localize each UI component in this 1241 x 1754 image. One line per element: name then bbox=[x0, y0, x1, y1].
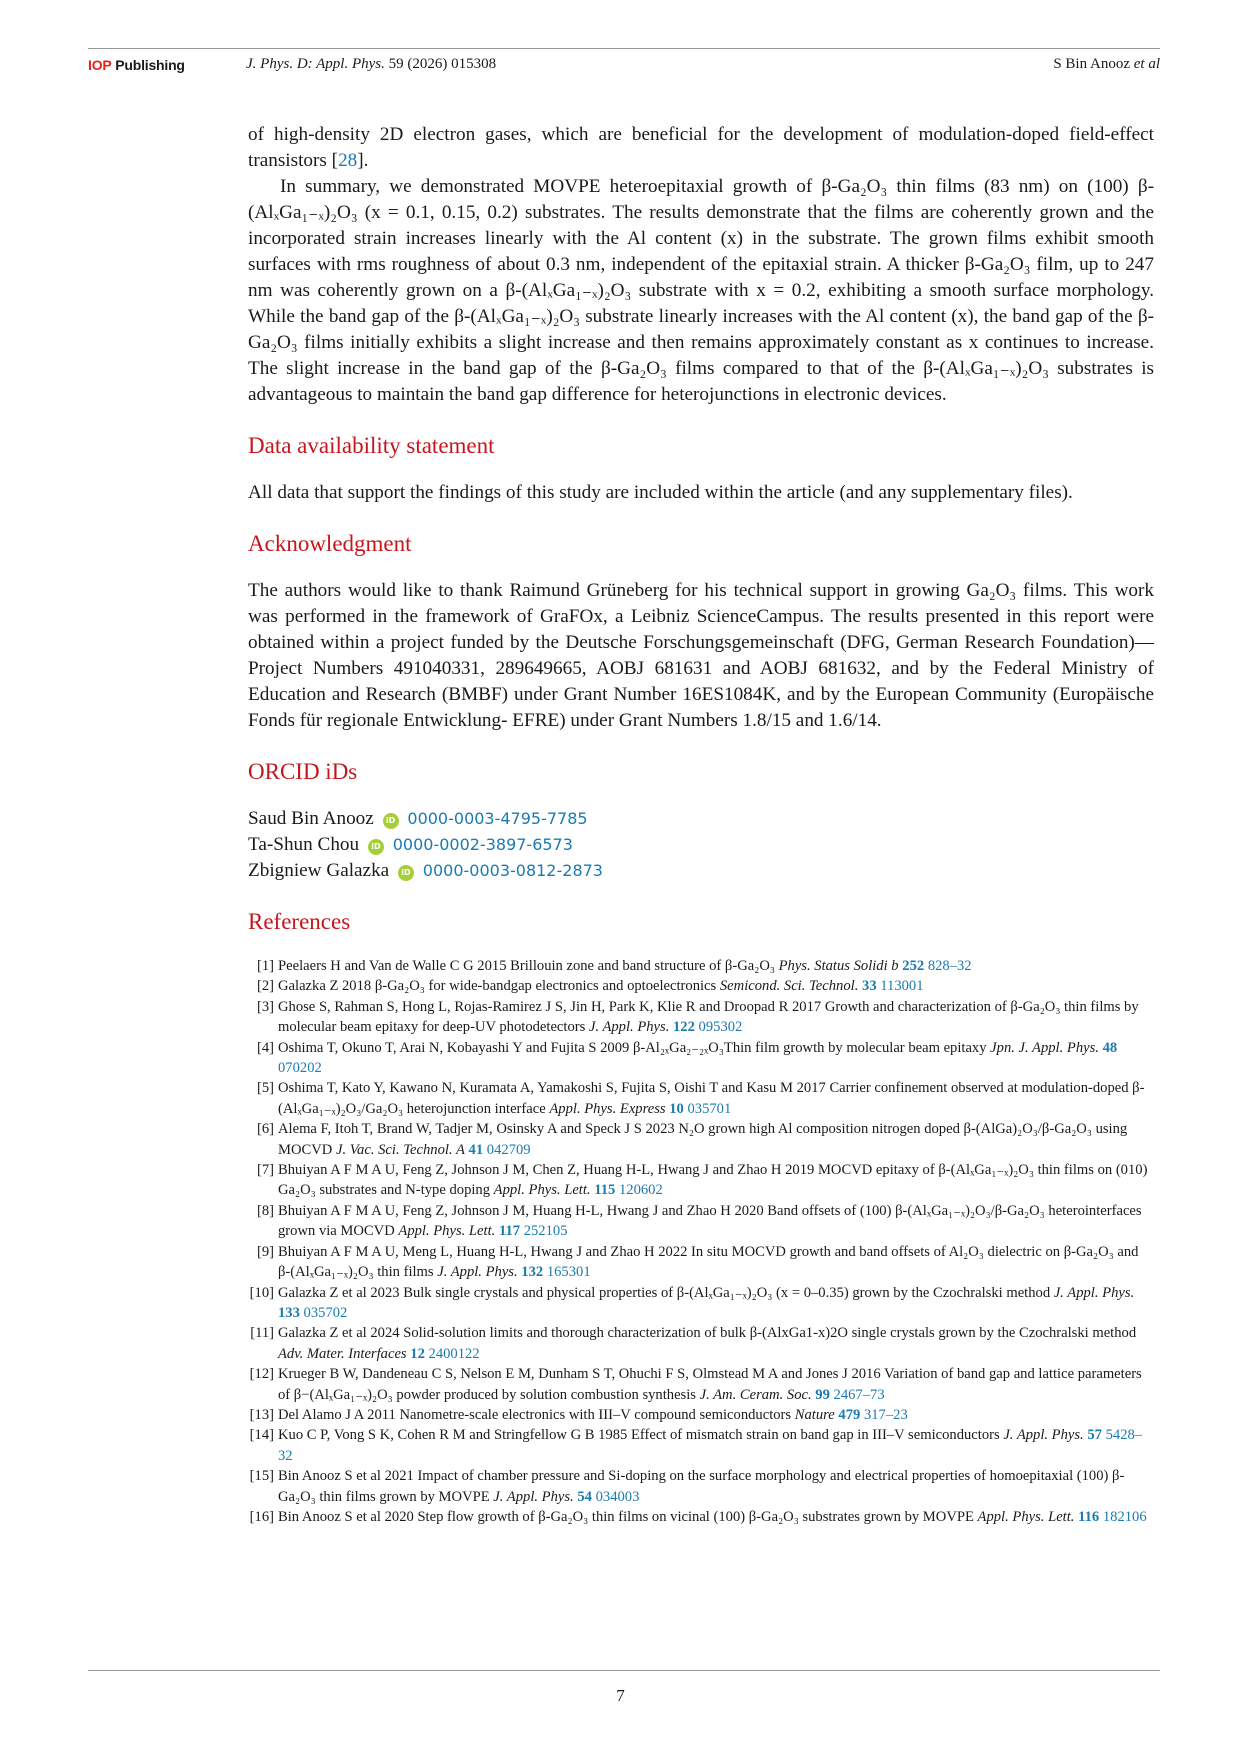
reference-text: Galazka Z et al 2024 Solid-solution limits and thorough characterization of bulk β-(AlxGa1-x)2O single crystals grown by the Czochralski method bbox=[278, 1325, 1137, 1342]
orcid-entry bbox=[248, 832, 1154, 858]
reference-number: [1] bbox=[256, 958, 274, 974]
reference-volume-link[interactable]: 479 bbox=[838, 1406, 861, 1423]
reference-pages-link[interactable]: 035701 bbox=[687, 1100, 732, 1117]
reference-number: [3] bbox=[256, 998, 274, 1015]
reference-text: Del Alamo J A 2011 Nanometre-scale electronics with III–V compound semiconductors bbox=[278, 1406, 795, 1423]
reference-text: Kuo C P, Vong S K, Cohen R M and Stringfellow G B 1985 Effect of mismatch strain on band gap in III–V semiconductors bbox=[278, 1427, 1004, 1444]
reference-volume-link[interactable]: 133 bbox=[278, 1304, 300, 1321]
footer-rule bbox=[88, 1670, 1160, 1671]
reference-number: [12] bbox=[249, 1366, 274, 1383]
reference-pages-link[interactable]: 120602 bbox=[618, 1182, 663, 1199]
reference-pages-link[interactable]: 2400122 bbox=[428, 1345, 480, 1362]
reference-journal: Jpn. J. Appl. Phys. bbox=[990, 1039, 1099, 1056]
reference-volume-link[interactable]: 41 bbox=[468, 1141, 484, 1158]
reference-journal: Appl. Phys. Lett. bbox=[493, 1182, 591, 1199]
reference-pages-link[interactable]: 070202 bbox=[278, 1060, 322, 1077]
journal-year-article: (2026) 015308 bbox=[403, 56, 497, 72]
reference-item bbox=[244, 956, 1154, 976]
reference-pages-link[interactable]: 252105 bbox=[523, 1223, 568, 1240]
reference-pages-link[interactable]: 165301 bbox=[546, 1264, 591, 1281]
reference-pages-link[interactable]: 182106 bbox=[1102, 1508, 1147, 1525]
reference-text: Galazka Z et al 2023 Bulk single crystals and physical properties of β-(AlₓGa₁₋ₓ)₂O₃ (x = 0–0.35) grown by the Czochralski method bbox=[278, 1284, 1054, 1301]
publisher-logo bbox=[88, 57, 185, 73]
reference-text: Peelaers H and Van de Walle C G 2015 Brillouin zone and band structure of β-Ga₂O₃ bbox=[278, 958, 779, 974]
reference-item bbox=[244, 976, 1154, 996]
acknowledgment-text: The authors would like to thank Raimund Grüneberg for his technical support in growing Ga₂O₃ films. This work was performed in the framework of GraFOx, a Leibniz ScienceCampus. The results presented in this report were obtained within a project funded by the Deutsche Forschungsgemeinschaft (DFG, German Research Foundation)—Project Numbers 491040331, 289649665, AOBJ 681631 and AOBJ 681632, and by the Federal Ministry of Education and Research (BMBF) under Grant Number 16ES1084K, and by the European Community (Europäische Fonds für regionale Entwicklung- EFRE) under Grant Numbers 1.8/15 and 1.6/14. bbox=[248, 580, 1154, 731]
reference-text: Galazka Z 2018 β-Ga₂O₃ for wide-bandgap electronics and optoelectronics bbox=[278, 978, 720, 995]
citation-link[interactable]: 28 bbox=[338, 150, 358, 171]
running-header bbox=[88, 56, 1160, 78]
reference-volume-link[interactable]: 116 bbox=[1078, 1508, 1100, 1525]
reference-pages-link[interactable]: 042709 bbox=[486, 1141, 531, 1158]
summary-paragraph: In summary, we demonstrated MOVPE heteroepitaxial growth of β-Ga₂O₃ thin films (83 nm) on (100) β-(AlₓGa₁₋ₓ)₂O₃ (x = 0.1, 0.15, 0.2) substrates. The results demonstrate that the films are coherently grown and the incorporated strain increases linearly with the Al content (x) in the substrate. The grown films exhibit smooth surfaces with rms roughness of about 0.3 nm, independent of the epitaxial strain. A thicker β-Ga₂O₃ film, up to 247 nm was coherently grown on a β-(AlₓGa₁₋ₓ)₂O₃ substrate with x = 0.2, exhibiting a smooth surface morphology. While the band gap of the β-(AlₓGa₁₋ₓ)₂O₃ substrate linearly increases with the Al content (x), the band gap of the β-Ga₂O₃ films initially exhibits a slight increase and then remains approximately constant as x continues to increase. The slight increase in the band gap of the β-Ga₂O₃ films compared to that of the β-(AlₓGa₁₋ₓ)₂O₃ substrates is advantageous to maintain the band gap difference for heterojunctions in electronic devices. bbox=[248, 176, 1154, 405]
reference-number: [4] bbox=[256, 1039, 274, 1056]
orcid-link[interactable]: 0000-0002-3897-6573 bbox=[392, 835, 573, 854]
reference-text: Ghose S, Rahman S, Hong L, Rojas-Ramirez J S, Jin H, Park K, Klie R and Droopad R 2017 Growth and characterization of β-Ga₂O₃ thin films by molecular beam epitaxy for deep-UV photodetectors bbox=[278, 998, 1139, 1036]
reference-list bbox=[248, 956, 1154, 1527]
reference-journal: J. Appl. Phys. bbox=[493, 1488, 574, 1505]
reference-text: Bhuiyan A F M A U, Meng L, Huang H-L, Hwang J and Zhao H 2022 In situ MOCVD growth and band offsets of Al₂O₃ dielectric on β-Ga₂O₃ and β-(AlₓGa₁₋ₓ)₂O₃ thin films bbox=[278, 1243, 1139, 1281]
reference-volume-link[interactable]: 12 bbox=[410, 1345, 425, 1362]
journal-citation bbox=[246, 56, 496, 73]
orcid-link[interactable]: 0000-0003-4795-7785 bbox=[407, 809, 588, 828]
reference-text: Bhuiyan A F M A U, Feng Z, Johnson J M, Chen Z, Huang H-L, Hwang J and Zhao H 2019 MOCVD epitaxy of β-(AlₓGa₁₋ₓ)₂O₃ thin films on (010) Ga₂O₃ substrates and N-type doping bbox=[278, 1162, 1148, 1199]
reference-item bbox=[244, 1078, 1154, 1119]
orcid-entry bbox=[248, 858, 1154, 884]
reference-number: [14] bbox=[249, 1427, 274, 1444]
reference-pages-link[interactable]: 113001 bbox=[880, 978, 924, 995]
reference-item bbox=[244, 1242, 1154, 1283]
acknowledgment-heading: Acknowledgment bbox=[248, 531, 412, 556]
reference-number: [11] bbox=[250, 1325, 274, 1342]
reference-item bbox=[244, 1119, 1154, 1160]
reference-number: [15] bbox=[249, 1468, 274, 1485]
reference-number: [16] bbox=[249, 1508, 274, 1525]
reference-number: [8] bbox=[256, 1202, 274, 1219]
reference-item bbox=[244, 1364, 1154, 1405]
reference-item bbox=[244, 1405, 1154, 1425]
reference-journal: J. Appl. Phys. bbox=[588, 1019, 670, 1036]
reference-pages-link[interactable]: 828–32 bbox=[927, 958, 972, 974]
reference-volume-link[interactable]: 252 bbox=[902, 958, 925, 974]
reference-volume-link[interactable]: 122 bbox=[673, 1019, 695, 1036]
orcid-entry bbox=[248, 806, 1154, 832]
reference-journal: Nature bbox=[794, 1406, 835, 1423]
reference-item bbox=[244, 1038, 1154, 1079]
running-author-name: S Bin Anooz bbox=[1053, 56, 1130, 72]
reference-volume-link[interactable]: 115 bbox=[594, 1182, 616, 1199]
reference-item bbox=[244, 1466, 1154, 1507]
data-availability-text: All data that support the findings of this study are included within the article (and any supplementary files). bbox=[248, 482, 1073, 503]
reference-pages-link[interactable]: 317–23 bbox=[863, 1406, 908, 1423]
reference-pages-link[interactable]: 095302 bbox=[698, 1019, 743, 1036]
reference-number: [6] bbox=[256, 1121, 274, 1138]
reference-journal: Adv. Mater. Interfaces bbox=[278, 1345, 407, 1362]
reference-number: [5] bbox=[256, 1080, 274, 1097]
reference-pages-link[interactable]: 035702 bbox=[303, 1304, 348, 1321]
page-content bbox=[248, 122, 1154, 1527]
orcid-icon[interactable]: iD bbox=[383, 813, 399, 829]
reference-item bbox=[244, 1425, 1154, 1466]
reference-number: [2] bbox=[256, 978, 274, 995]
reference-journal: J. Appl. Phys. bbox=[1003, 1427, 1084, 1444]
reference-journal: Appl. Phys. Lett. bbox=[977, 1508, 1075, 1525]
reference-journal: Appl. Phys. Express bbox=[549, 1100, 666, 1117]
reference-number: [13] bbox=[249, 1406, 274, 1423]
logo-publishing: Publishing bbox=[115, 57, 185, 73]
reference-pages-link[interactable]: 034003 bbox=[595, 1488, 640, 1505]
orcid-heading: ORCID iDs bbox=[248, 759, 358, 784]
reference-volume-link[interactable]: 54 bbox=[577, 1488, 592, 1505]
orcid-link[interactable]: 0000-0003-0812-2873 bbox=[422, 861, 603, 880]
reference-volume-link[interactable]: 48 bbox=[1102, 1039, 1118, 1056]
reference-item bbox=[244, 1507, 1154, 1527]
orcid-icon[interactable]: iD bbox=[368, 839, 384, 855]
reference-text: Alema F, Itoh T, Brand W, Tadjer M, Osinsky A and Speck J S 2023 N₂O grown high Al composition nitrogen doped β-(AlGa)₂O₃/β-Ga₂O₃ using MOCVD bbox=[278, 1121, 1128, 1158]
reference-pages-link[interactable]: 5428–32 bbox=[278, 1427, 1143, 1464]
reference-text: Bin Anooz S et al 2021 Impact of chamber pressure and Si-doping on the surface morphology and electrical properties of homoepitaxial (100) β-Ga₂O₃ thin films grown by MOVPE bbox=[278, 1468, 1125, 1505]
reference-volume-link[interactable]: 117 bbox=[498, 1223, 521, 1240]
reference-text: Bhuiyan A F M A U, Feng Z, Johnson J M, Huang H-L, Hwang J and Zhao H 2020 Band offsets of (100) β-(AlₓGa₁₋ₓ)₂O₃/β-Ga₂O₃ heterointerfaces grown via MOCVD bbox=[278, 1202, 1142, 1240]
running-author-etal: et al bbox=[1133, 56, 1160, 72]
author-name: Zbigniew Galazka bbox=[248, 860, 390, 881]
reference-volume-link[interactable]: 33 bbox=[862, 978, 877, 995]
reference-volume-link[interactable]: 10 bbox=[669, 1100, 684, 1117]
reference-journal: J. Vac. Sci. Technol. A bbox=[335, 1141, 465, 1158]
reference-journal: J. Am. Ceram. Soc. bbox=[699, 1386, 812, 1403]
paragraph-text: of high-density 2D electron gases, which are beneficial for the development of modulation-doped field-effect transistors [ bbox=[248, 124, 1154, 171]
reference-item bbox=[244, 1323, 1154, 1364]
reference-pages-link[interactable]: 2467–73 bbox=[833, 1386, 885, 1403]
data-availability-heading: Data availability statement bbox=[248, 433, 495, 458]
reference-text: Krueger B W, Dandeneau C S, Nelson E M, Dunham S T, Ohuchi F S, Olmstead M A and Jones J 2016 Variation of band gap and lattice parameters of β−(AlₓGa₁₋ₓ)₂O₃ powder produced by solution combustion synthesis bbox=[278, 1366, 1142, 1403]
reference-item bbox=[244, 1201, 1154, 1242]
reference-volume-link[interactable]: 57 bbox=[1087, 1427, 1102, 1444]
header-rule bbox=[88, 48, 1160, 49]
reference-item bbox=[244, 1283, 1154, 1324]
reference-journal: J. Appl. Phys. bbox=[1053, 1284, 1135, 1301]
paragraph-continued bbox=[248, 122, 1154, 174]
reference-item bbox=[244, 997, 1154, 1038]
logo-iop: IOP bbox=[88, 57, 112, 73]
reference-number: [9] bbox=[256, 1243, 274, 1260]
running-author bbox=[1053, 56, 1160, 73]
references-heading: References bbox=[248, 909, 351, 934]
reference-text: Oshima T, Okuno T, Arai N, Kobayashi Y and Fujita S 2009 β-Al₂ₓGa₂₋₂ₓO₃Thin film growth by molecular beam epitaxy bbox=[278, 1039, 991, 1056]
reference-number: [7] bbox=[256, 1162, 274, 1179]
orcid-list bbox=[248, 806, 1154, 884]
journal-name: J. Phys. D: Appl. Phys. bbox=[246, 56, 385, 72]
reference-text: Oshima T, Kato Y, Kawano N, Kuramata A, Yamakoshi S, Fujita S, Oishi T and Kasu M 2017 Carrier confinement observed at modulation-doped β-(AlₓGa₁₋ₓ)₂O₃/Ga₂O₃ heterojunction interface bbox=[278, 1080, 1145, 1117]
author-name: Saud Bin Anooz bbox=[248, 808, 374, 829]
reference-journal: Appl. Phys. Lett. bbox=[398, 1223, 496, 1240]
reference-volume-link[interactable]: 132 bbox=[521, 1264, 544, 1281]
reference-number: [10] bbox=[249, 1284, 274, 1301]
author-name: Ta-Shun Chou bbox=[248, 834, 360, 855]
reference-journal: Semicond. Sci. Technol. bbox=[719, 978, 859, 995]
paragraph-text-end: ]. bbox=[357, 150, 369, 171]
orcid-icon[interactable]: iD bbox=[398, 865, 414, 881]
journal-volume: 59 bbox=[388, 56, 404, 72]
reference-journal: Phys. Status Solidi b bbox=[778, 958, 899, 974]
reference-item bbox=[244, 1160, 1154, 1201]
page-number: 7 bbox=[616, 1686, 625, 1705]
reference-text: Bin Anooz S et al 2020 Step flow growth of β-Ga₂O₃ thin films on vicinal (100) β-Ga₂O₃ substrates grown by MOVPE bbox=[278, 1508, 978, 1525]
reference-journal: J. Appl. Phys. bbox=[437, 1264, 518, 1281]
reference-volume-link[interactable]: 99 bbox=[815, 1386, 830, 1403]
